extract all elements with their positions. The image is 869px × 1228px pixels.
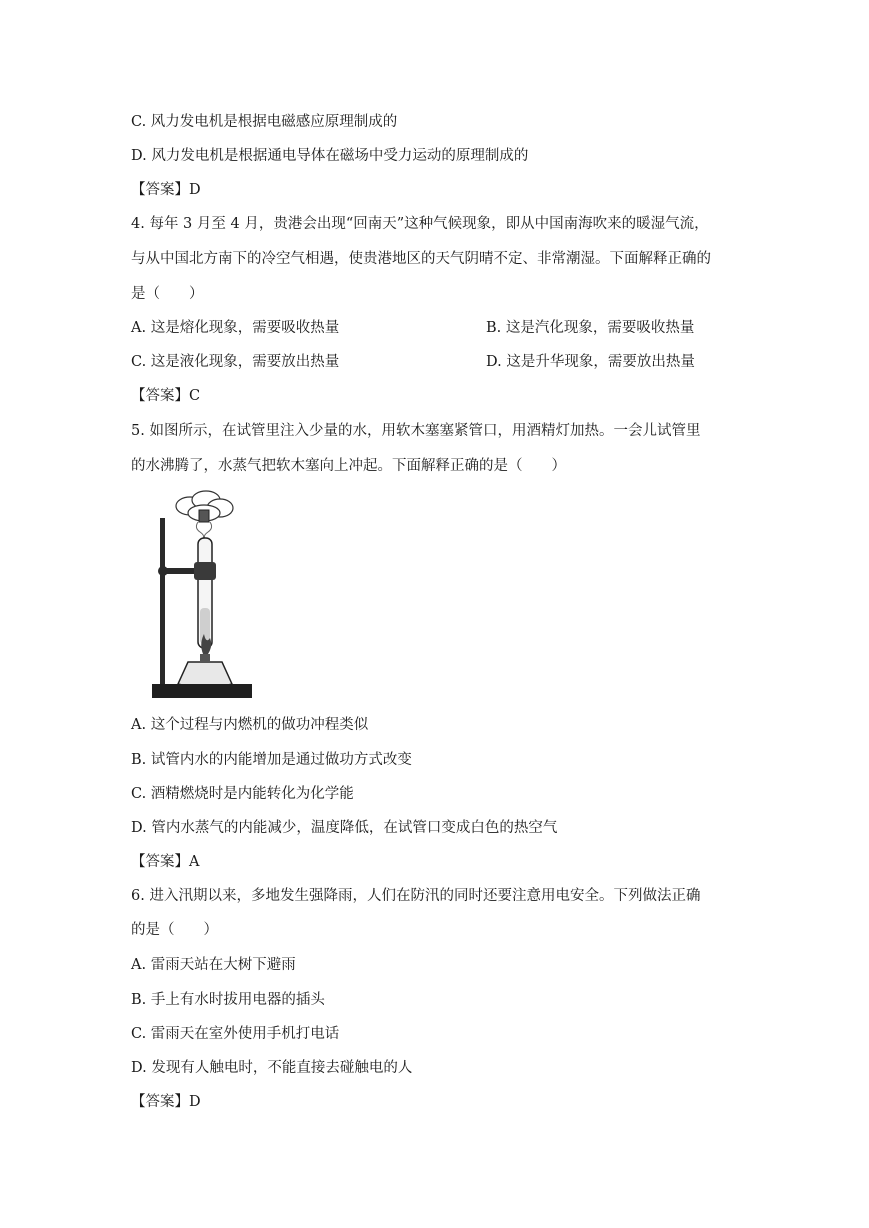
- q6-option-d: D. 发现有人触电时，不能直接去碰触电的人: [131, 1060, 413, 1076]
- q5-answer: 【答案】A: [131, 854, 200, 870]
- q6-stem-line-2: 的是（ ）: [131, 922, 218, 938]
- q6-option-a: A. 雷雨天站在大树下避雨: [131, 957, 296, 973]
- q4-option-d: D. 这是升华现象，需要放出热量: [486, 354, 695, 370]
- q4-stem-line-3: 是（ ）: [131, 286, 204, 302]
- q3-option-c: C. 风力发电机是根据电磁感应原理制成的: [131, 114, 398, 130]
- q5-option-a: A. 这个过程与内燃机的做功冲程类似: [131, 717, 369, 733]
- q5-option-c: C. 酒精燃烧时是内能转化为化学能: [131, 786, 354, 802]
- q4-stem-line-1: 4. 每年 3 月至 4 月，贵港会出现“回南天”这种气候现象，即从中国南海吹来的暖湿气流，: [131, 216, 709, 232]
- q5-option-d: D. 管内水蒸气的内能减少，温度降低，在试管口变成白色的热空气: [131, 820, 558, 836]
- q6-stem-line-1: 6. 进入汛期以来，多地发生强降雨，人们在防汛的同时还要注意用电安全。下列做法正确: [131, 888, 701, 904]
- q5-stem-line-2: 的水沸腾了，水蒸气把软木塞向上冲起。下面解释正确的是（ ）: [131, 458, 566, 474]
- clamp: [194, 562, 216, 580]
- q4-stem-line-2: 与从中国北方南下的冷空气相遇，使贵港地区的天气阴晴不定、非常潮湿。下面解释正确的: [131, 251, 711, 267]
- q4-option-b: B. 这是汽化现象，需要吸收热量: [486, 320, 695, 336]
- cork: [199, 510, 209, 522]
- q6-option-b: B. 手上有水时拔用电器的插头: [131, 992, 325, 1008]
- q6-option-c: C. 雷雨天在室外使用手机打电话: [131, 1026, 340, 1042]
- stand-rod: [160, 518, 165, 686]
- q5-stem-line-1: 5. 如图所示，在试管里注入少量的水，用软木塞塞紧管口，用酒精灯加热。一会儿试管里: [131, 423, 701, 439]
- q5-option-b: B. 试管内水的内能增加是通过做功方式改变: [131, 752, 412, 768]
- q3-answer: 【答案】D: [131, 182, 201, 198]
- test-tube-apparatus-figure: [148, 488, 256, 702]
- q3-option-d: D. 风力发电机是根据通电导体在磁场中受力运动的原理制成的: [131, 148, 529, 164]
- test-tube-apparatus-illustration: [148, 488, 256, 702]
- stand-base: [152, 684, 252, 698]
- q4-option-c: C. 这是液化现象，需要放出热量: [131, 354, 340, 370]
- q4-option-a: A. 这是熔化现象，需要吸收热量: [131, 320, 340, 336]
- q4-answer: 【答案】C: [131, 388, 201, 404]
- q6-answer: 【答案】D: [131, 1094, 201, 1110]
